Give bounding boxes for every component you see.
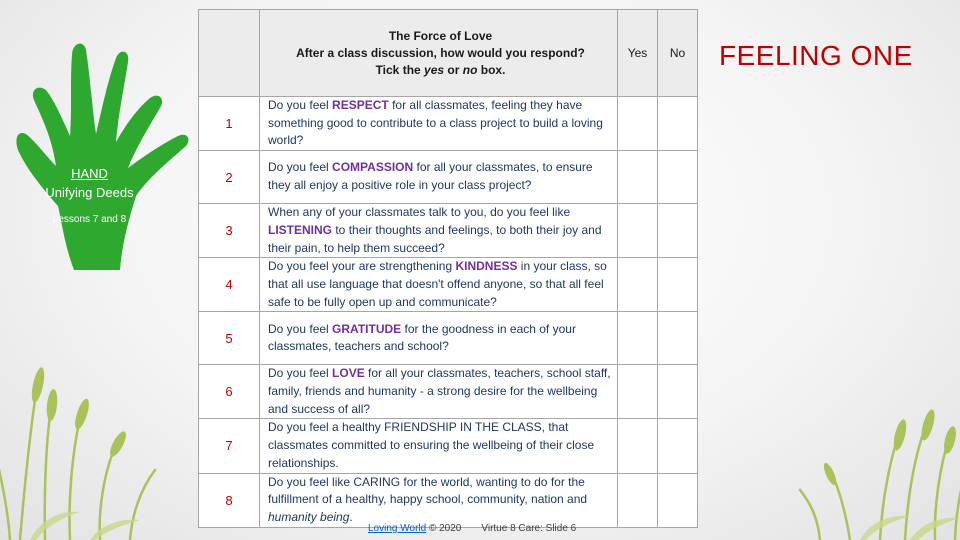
footer-slide-info: Virtue 8 Care: Slide 6 [481, 523, 577, 534]
no-checkbox[interactable] [658, 312, 698, 365]
question-keyword: LISTENING [268, 222, 333, 237]
question-text [260, 365, 618, 419]
no-checkbox[interactable] [658, 365, 698, 419]
question-keyword: LOVE [332, 366, 365, 381]
question-keyword: RESPECT [332, 98, 389, 112]
question-text [260, 312, 618, 365]
no-checkbox[interactable] [658, 473, 698, 527]
table-row [199, 97, 698, 151]
table-row [199, 151, 698, 204]
row-number: 7 [199, 419, 260, 473]
question-pre: When any of your classmates talk to you, do you feel like [268, 205, 571, 220]
row-number: 5 [199, 312, 260, 365]
loving-world-link[interactable]: Loving World [368, 523, 427, 534]
tick-mid: or [444, 62, 463, 77]
row-number: 8 [199, 473, 260, 527]
column-yes-header: Yes [618, 10, 658, 97]
footer [368, 523, 576, 534]
question-post: for all your classmates, teachers, school staff, family, friends and humanity - a strong desire for the wellbeing and success of all? [268, 366, 611, 416]
survey-table [198, 9, 698, 528]
question-pre: Do you feel [268, 321, 333, 336]
hand-title: HAND [71, 166, 108, 181]
tick-yes-word: yes [424, 62, 445, 77]
question-text [260, 151, 618, 204]
question-text [260, 97, 618, 151]
question-keyword: COMPASSION [332, 160, 414, 175]
no-checkbox[interactable] [658, 151, 698, 204]
question-keyword: FRIENDSHIP IN THE CLASS [384, 420, 542, 435]
no-checkbox[interactable] [658, 204, 698, 258]
footer-copyright: © 2020 [426, 523, 462, 534]
table-row [199, 258, 698, 312]
no-checkbox[interactable] [658, 258, 698, 312]
header-title-cell [260, 10, 618, 97]
table-row [199, 365, 698, 419]
header-blank-cell [199, 10, 260, 97]
yes-checkbox[interactable] [618, 97, 658, 151]
question-pre: Do you feel [268, 160, 333, 175]
question-text [260, 258, 618, 312]
question-post: for the goodness in each of your classmates, teachers and school? [268, 321, 576, 354]
survey-tick-instruction [268, 62, 613, 79]
hand-subtitle: Unifying Deeds [45, 185, 134, 200]
question-keyword: GRATITUDE [332, 321, 402, 336]
slide-title: FEELING ONE [719, 40, 913, 71]
hand-lessons: Lessons 7 and 8 [52, 214, 127, 225]
question-italic: humanity being [268, 509, 350, 524]
yes-checkbox[interactable] [618, 258, 658, 312]
hand-icon [12, 38, 197, 278]
question-post: for the world, wanting to do for the fulfillment of a healthy, happy school, community, nation and [268, 474, 588, 507]
row-number: 2 [199, 151, 260, 204]
question-text [260, 204, 618, 258]
row-number: 1 [199, 97, 260, 151]
question-keyword: KINDNESS [455, 259, 518, 274]
row-number: 6 [199, 365, 260, 419]
table-header-row [199, 10, 698, 97]
yes-checkbox[interactable] [618, 365, 658, 419]
question-pre: Do you feel your are strengthening [268, 259, 456, 274]
question-post: for all classmates, feeling they have something good to contribute to a class project to build a loving world? [268, 98, 603, 148]
question-post: in your class, so that all use language that doesn't offend anyone, so that all feel safe to be fully open up and communicate? [268, 259, 607, 309]
yes-checkbox[interactable] [618, 151, 658, 204]
question-text [260, 419, 618, 473]
no-checkbox[interactable] [658, 97, 698, 151]
question-post: , that classmates committed to ensuring the wellbeing of their close relationships. [268, 420, 595, 470]
table-row [199, 419, 698, 473]
question-pre: Do you feel a healthy [268, 420, 385, 435]
table-row [199, 473, 698, 527]
question-pre: Do you feel [268, 366, 333, 381]
survey-title: The Force of Love [388, 28, 493, 43]
tick-pre: Tick the [375, 62, 425, 77]
row-number: 4 [199, 258, 260, 312]
question-pre: Do you feel [268, 98, 333, 112]
question-post: for all your classmates, to ensure they all enjoy a positive role in your class project? [268, 160, 593, 193]
table-row [199, 204, 698, 258]
yes-checkbox[interactable] [618, 419, 658, 473]
yes-checkbox[interactable] [618, 312, 658, 365]
row-number: 3 [199, 204, 260, 258]
question-pre: Do you feel like [268, 474, 354, 489]
tick-no-word: no [462, 62, 478, 77]
yes-checkbox[interactable] [618, 473, 658, 527]
yes-checkbox[interactable] [618, 204, 658, 258]
no-checkbox[interactable] [658, 419, 698, 473]
survey-instruction: After a class discussion, how would you respond? [296, 45, 585, 60]
question-keyword: CARING [353, 474, 401, 489]
question-end: . [349, 509, 353, 524]
column-no-header: No [658, 10, 698, 97]
hand-logo [12, 38, 197, 278]
table-row [199, 312, 698, 365]
question-text [260, 473, 618, 527]
tick-post: box. [477, 62, 506, 77]
question-post: to their thoughts and feelings, to both their joy and their pain, to help them succeed? [268, 222, 602, 255]
